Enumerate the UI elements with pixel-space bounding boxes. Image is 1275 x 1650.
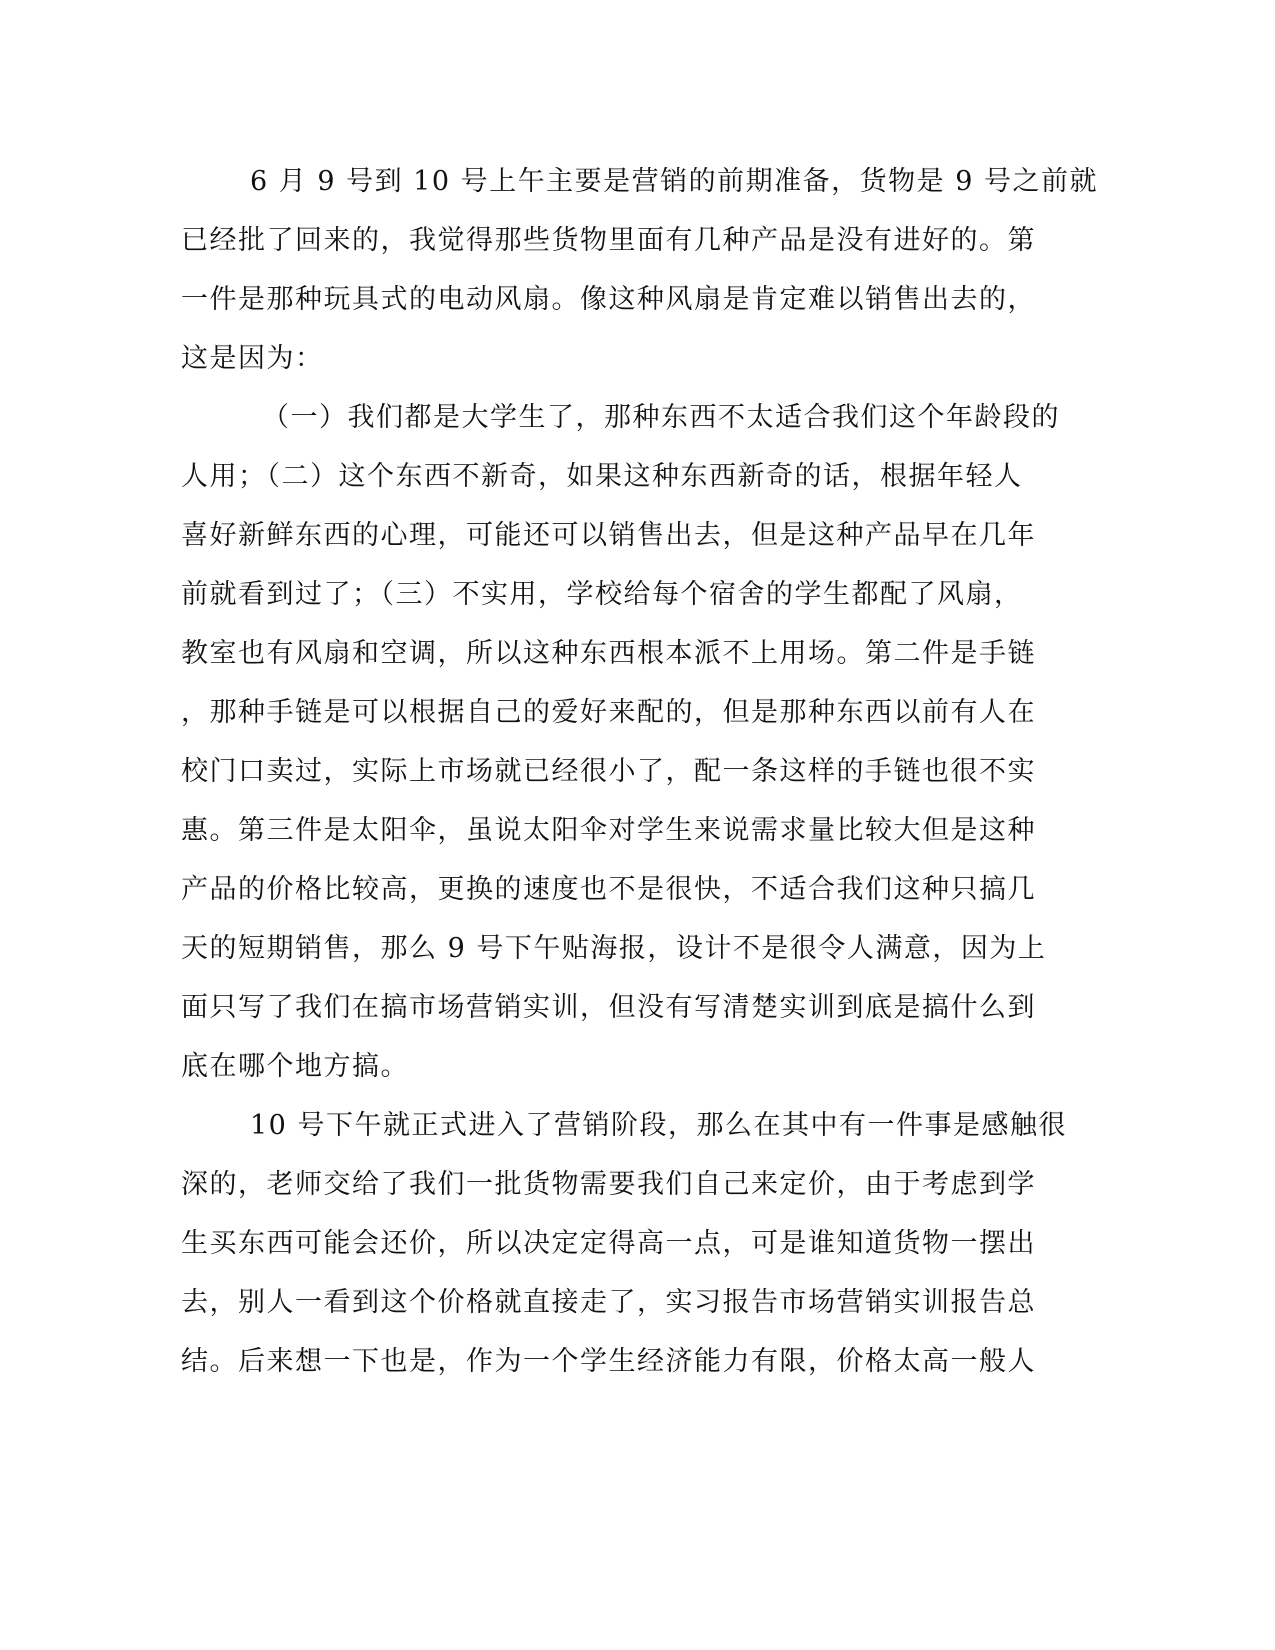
paragraph-2-line-10: 天的短期销售，那么 9 号下午贴海报，设计不是很令人满意，因为上 bbox=[181, 933, 1047, 964]
paragraph-2-line-11: 面只写了我们在搞市场营销实训，但没有写清楚实训到底是搞什么到 bbox=[181, 992, 1036, 1023]
paragraph-2-line-7: 校门口卖过，实际上市场就已经很小了，配一条这样的手链也很不实 bbox=[181, 756, 1036, 787]
paragraph-1-line-2: 已经批了回来的，我觉得那些货物里面有几种产品是没有进好的。第 bbox=[181, 225, 1036, 256]
paragraph-2-line-5: 教室也有风扇和空调，所以这种东西根本派不上用场。第二件是手链 bbox=[181, 638, 1036, 669]
paragraph-1-line-4: 这是因为： bbox=[181, 343, 324, 374]
paragraph-2-line-2: 人用；（二）这个东西不新奇，如果这种东西新奇的话，根据年轻人 bbox=[181, 461, 1023, 492]
paragraph-3-line-2: 深的，老师交给了我们一批货物需要我们自己来定价，由于考虑到学 bbox=[181, 1169, 1036, 1200]
paragraph-3-line-4: 去，别人一看到这个价格就直接走了，实习报告市场营销实训报告总 bbox=[181, 1287, 1036, 1318]
paragraph-2-line-9: 产品的价格比较高，更换的速度也不是很快，不适合我们这种只搞几 bbox=[181, 874, 1036, 905]
paragraph-3-line-5: 结。后来想一下也是，作为一个学生经济能力有限，价格太高一般人 bbox=[181, 1346, 1036, 1377]
paragraph-3-line-3: 生买东西可能会还价，所以决定定得高一点，可是谁知道货物一摆出 bbox=[181, 1228, 1036, 1259]
paragraph-1-line-1: 6 月 9 号到 10 号上午主要是营销的前期准备，货物是 9 号之前就 bbox=[250, 166, 1098, 197]
paragraph-2-line-12: 底在哪个地方搞。 bbox=[181, 1051, 409, 1082]
paragraph-2-line-4: 前就看到过了；（三）不实用，学校给每个宿舍的学生都配了风扇， bbox=[181, 579, 1023, 610]
paragraph-2-line-3: 喜好新鲜东西的心理，可能还可以销售出去，但是这种产品早在几年 bbox=[181, 520, 1036, 551]
paragraph-2-line-8: 惠。第三件是太阳伞，虽说太阳伞对学生来说需求量比较大但是这种 bbox=[181, 815, 1036, 846]
paragraph-2-line-1: （一）我们都是大学生了，那种东西不太适合我们这个年龄段的 bbox=[262, 402, 1060, 433]
paragraph-2-line-6: ，那种手链是可以根据自己的爱好来配的，但是那种东西以前有人在 bbox=[181, 697, 1036, 728]
paragraph-3-line-1: 10 号下午就正式进入了营销阶段，那么在其中有一件事是感触很 bbox=[250, 1110, 1067, 1141]
paragraph-1-line-3: 一件是那种玩具式的电动风扇。像这种风扇是肯定难以销售出去的， bbox=[181, 284, 1036, 315]
